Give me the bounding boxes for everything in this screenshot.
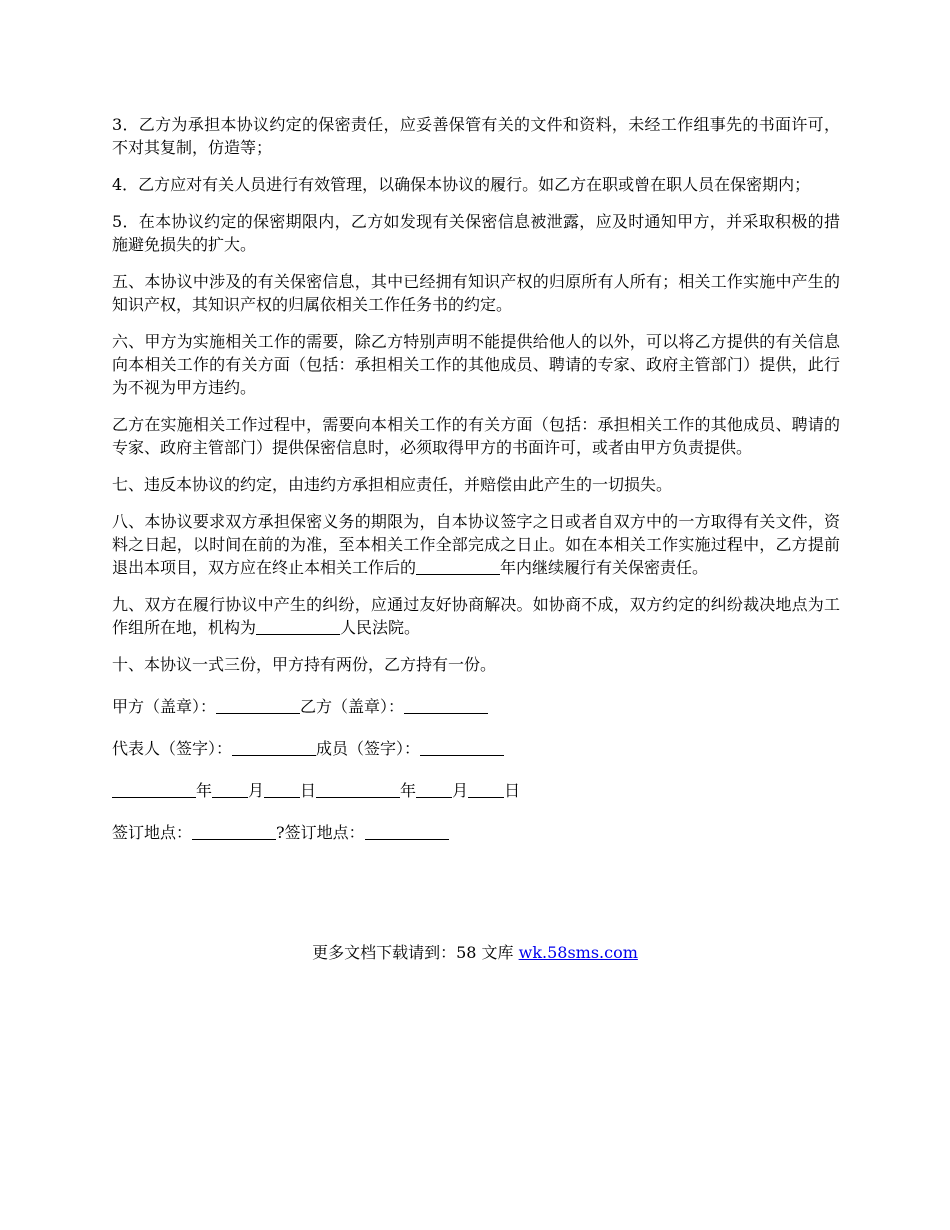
- month-blank-a[interactable]: [212, 781, 248, 798]
- clause-8-tail: 年内继续履行有关保密责任。: [500, 558, 709, 577]
- sign-line: [112, 737, 840, 760]
- year-blank-a[interactable]: [112, 781, 196, 798]
- clause-9-dispute: [112, 593, 840, 639]
- years-blank[interactable]: [416, 558, 500, 575]
- clause-10-copies: 十、本协议一式三份，甲方持有两份，乙方持有一份。: [112, 655, 497, 674]
- clause-6-disclosure: 六、甲方为实施相关工作的需要，除乙方特别声明不能提供给他人的以外，可以将乙方提供的有关信息向本相关工作的有关方面（包括：承担相关工作的其他成员、聘请的专家、政府主管部门）提供，此行为不视为甲方违约。: [112, 332, 840, 397]
- clause-5-ip: 五、本协议中涉及的有关保密信息，其中已经拥有知识产权的归原所有人所有；相关工作实施中产生的知识产权，其知识产权的归属依相关工作任务书的约定。: [112, 272, 840, 314]
- paragraph-item-4: 4．乙方应对有关人员进行有效管理，以确保本协议的履行。如乙方在职或曾在职人员在保密期内；: [112, 175, 811, 194]
- paragraph-item-5: 5．在本协议约定的保密期限内，乙方如发现有关保密信息被泄露，应及时通知甲方，并采取积极的措施避免损失的扩大。: [112, 212, 840, 254]
- month-label: 月: [452, 781, 469, 800]
- footer-text: 更多文档下载请到：58 文库: [312, 943, 519, 962]
- year-label: 年: [400, 781, 417, 800]
- representative-sign-label: 代表人（签字）：: [112, 739, 233, 758]
- member-sign-label: 成员（签字）：: [316, 739, 421, 758]
- clause-8-text: 八、本协议要求双方承担保密义务的期限为，自本协议签字之日或者自双方中的一方取得有关文件，资料之日起，以时间在前的为准，至本相关工作全部完成之日止。如在本相关工作实施过程中，乙方提前退出本项目，双方应在终止本相关工作后的: [112, 512, 840, 577]
- year-blank-b[interactable]: [316, 781, 400, 798]
- day-label: 日: [300, 781, 317, 800]
- month-label: 月: [248, 781, 265, 800]
- clause-8-term: [112, 510, 840, 579]
- document-body: [112, 113, 840, 863]
- clause-6-party-b: 乙方在实施相关工作过程中，需要向本相关工作的有关方面（包括：承担相关工作的其他成员、聘请的专家、政府主管部门）提供保密信息时，必须取得甲方的书面许可，或者由甲方负责提供。: [112, 415, 840, 457]
- day-blank-a[interactable]: [264, 781, 300, 798]
- party-a-seal-blank[interactable]: [216, 697, 300, 714]
- day-blank-b[interactable]: [468, 781, 504, 798]
- member-sign-blank[interactable]: [420, 739, 504, 756]
- place-blank-b[interactable]: [365, 823, 449, 840]
- clause-7-breach: 七、违反本协议的约定，由违约方承担相应责任，并赔偿由此产生的一切损失。: [112, 475, 673, 494]
- place-line: [112, 821, 840, 844]
- party-b-seal-blank[interactable]: [404, 697, 488, 714]
- place-blank-a[interactable]: [192, 823, 276, 840]
- seal-line: [112, 695, 840, 718]
- date-line: [112, 779, 840, 802]
- party-a-seal-label: 甲方（盖章）：: [112, 697, 217, 716]
- day-label: 日: [504, 781, 521, 800]
- footer: [0, 940, 950, 963]
- clause-9-tail: 人民法院。: [340, 618, 421, 637]
- court-blank[interactable]: [256, 618, 340, 635]
- place-label-b: ?签订地点：: [276, 823, 365, 842]
- clause-9-text: 九、双方在履行协议中产生的纠纷，应通过友好协商解决。如协商不成，双方约定的纠纷裁决地点为工作组所在地，机构为: [112, 595, 840, 637]
- representative-sign-blank[interactable]: [232, 739, 316, 756]
- year-label: 年: [196, 781, 213, 800]
- paragraph-item-3: 3．乙方为承担本协议约定的保密责任，应妥善保管有关的文件和资料，未经工作组事先的书面许可，不对其复制，仿造等；: [112, 115, 840, 157]
- month-blank-b[interactable]: [416, 781, 452, 798]
- party-b-seal-label: 乙方（盖章）：: [300, 697, 405, 716]
- footer-link[interactable]: wk.58sms.com: [518, 943, 638, 962]
- place-label-a: 签订地点：: [112, 823, 193, 842]
